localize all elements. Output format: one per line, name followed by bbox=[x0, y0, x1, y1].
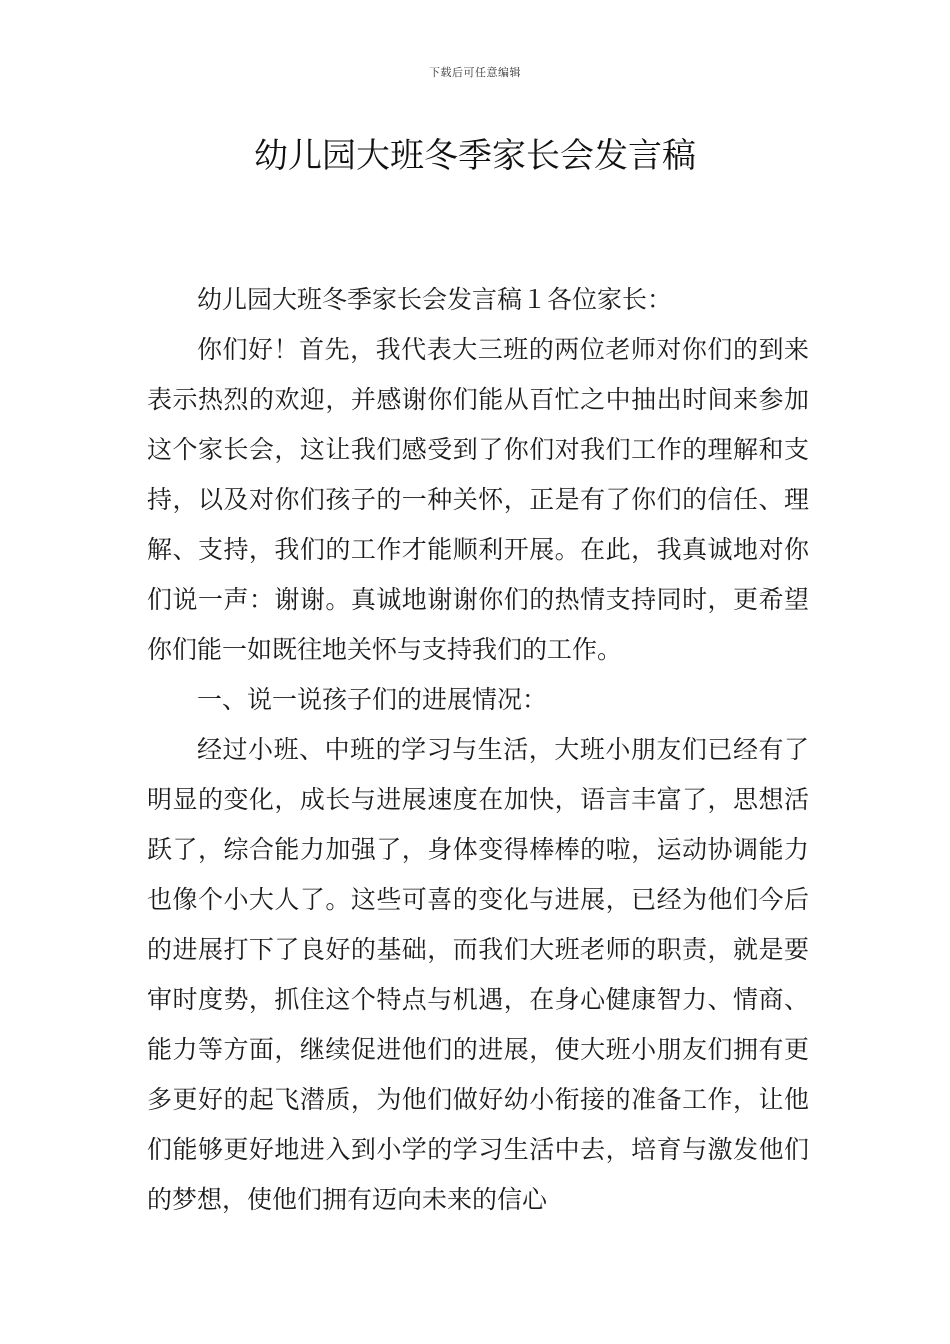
paragraph-progress: 经过小班、中班的学习与生活，大班小朋友们已经有了明显的变化，成长与进展速度在加快，语言丰富了，思想活跃了，综合能力加强了，身体变得棒棒的啦，运动协调能力也像个小大人了。这些可喜的变化与进展，已经为他们今后的进展打下了良好的基础，而我们大班老师的职责，就是要审时度势，抓住这个特点与机遇，在身心健康智力、情商、能力等方面，继续促进他们的进展，使大班小朋友们拥有更多更好的起飞潜质，为他们做好幼小衔接的准备工作，让他们能够更好地进入到小学的学习生活中去，培育与激发他们的梦想，使他们拥有迈向未来的信心 bbox=[147, 735, 809, 1214]
document-body bbox=[147, 275, 809, 1225]
header-note: 下载后可任意编辑 bbox=[429, 66, 521, 79]
section-heading-1: 一、说一说孩子们的进展情况： bbox=[197, 685, 548, 714]
paragraph-greeting: 你们好！首先，我代表大三班的两位老师对你们的到来表示热烈的欢迎，并感谢你们能从百忙之中抽出时间来参加这个家长会，这让我们感受到了你们对我们工作的理解和支持，以及对你们孩子的一种关怀，正是有了你们的信任、理解、支持，我们的工作才能顺利开展。在此，我真诚地对你们说一声：谢谢。真诚地谢谢你们的热情支持同时，更希望你们能一如既往地关怀与支持我们的工作。 bbox=[147, 335, 809, 664]
paragraph-intro: 幼儿园大班冬季家长会发言稿１各位家长： bbox=[197, 285, 673, 314]
document-title: 幼儿园大班冬季家长会发言稿 bbox=[254, 136, 696, 176]
